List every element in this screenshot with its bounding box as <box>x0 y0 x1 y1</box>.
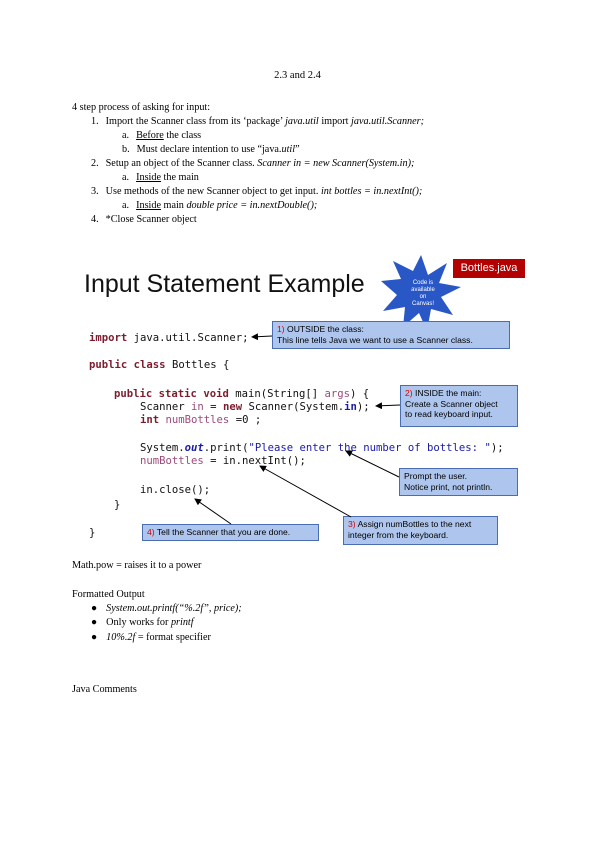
code-variable: numBottles <box>165 414 230 426</box>
code-text: Bottles { <box>165 359 230 371</box>
callout-line: integer from the keyboard. <box>348 529 449 540</box>
starburst-line: on <box>419 294 427 300</box>
starburst-line: Canvas! <box>411 301 434 307</box>
code-keyword: public <box>89 359 128 371</box>
step-3-number: 3. <box>91 186 99 197</box>
bullet-text: System.out.printf(“%.2f”, price); <box>106 603 242 614</box>
bullet-item <box>91 632 211 644</box>
formatted-output-heading: Formatted Output <box>72 589 145 600</box>
step-1a-number: a. <box>122 130 130 141</box>
java-comments-heading: Java Comments <box>72 684 137 695</box>
code-text: Scanner <box>140 401 192 413</box>
step-2a-number: a. <box>122 172 130 183</box>
code-text: = in.nextInt(); <box>203 455 306 467</box>
callout-line: to read keyboard input. <box>405 409 493 419</box>
arrow-to-close <box>195 499 231 524</box>
code-text: ); <box>490 442 504 454</box>
callout-number: 2) <box>405 388 413 398</box>
code-text: } <box>114 499 121 511</box>
step-1 <box>91 116 424 128</box>
step-1a-rest: the class <box>163 130 202 141</box>
step-3-code: int bottles = in.nextInt(); <box>320 186 423 197</box>
starburst-line: available <box>411 287 435 293</box>
code-variable: numBottles <box>140 455 204 467</box>
callout-arrows <box>76 255 531 549</box>
code-text: ); <box>356 401 370 413</box>
code-text: = <box>203 401 223 413</box>
bullet-icon: ● <box>91 617 98 628</box>
code-keyword: static <box>152 388 197 400</box>
step-2a-rest: the main <box>160 172 199 183</box>
code-keyword: int <box>140 414 160 426</box>
code-text: java.util.Scanner; <box>127 332 249 344</box>
step-3 <box>91 186 422 198</box>
arrow-to-import <box>252 336 272 337</box>
code-field: out <box>184 442 204 454</box>
callout-text: OUTSIDE the class: <box>284 324 364 334</box>
step-1b <box>122 144 300 156</box>
step-1-import-stmt: java.util.Scanner; <box>351 116 425 127</box>
bullet-item <box>91 617 194 629</box>
starburst-line: Code is <box>412 280 434 286</box>
code-text: Scanner(System. <box>242 401 345 413</box>
callout-text: Tell the Scanner that you are done. <box>154 527 291 537</box>
step-2-code: Scanner in = new Scanner(System.in); <box>257 158 415 169</box>
code-text: System. <box>140 442 185 454</box>
bullet-text-italic: 10%.2f <box>106 632 136 643</box>
math-pow-text: Math.pow = raises it to a power <box>72 560 202 571</box>
bullet-text-italic: printf <box>170 617 194 628</box>
code-text: ) { <box>350 388 370 400</box>
intro-text: 4 step process of asking for input: <box>72 102 211 113</box>
callout-number: 4) <box>147 527 155 537</box>
step-2-text: Setup an object of the Scanner class. <box>105 158 258 169</box>
bullet-item <box>91 603 242 615</box>
page-title: 2.3 and 2.4 <box>274 70 321 81</box>
step-2-number: 2. <box>91 158 99 169</box>
code-text: =0 ; <box>229 414 262 426</box>
file-badge: Bottles.java <box>453 259 525 278</box>
code-keyword: import <box>89 332 128 344</box>
callout-line: This line tells Java we want to use a Scanner class. <box>277 334 473 345</box>
callout-text: INSIDE the main: <box>412 388 482 398</box>
step-2a <box>122 172 199 184</box>
code-keyword: new <box>222 401 243 413</box>
step-3-text: Use methods of the new Scanner object to get input. <box>105 186 321 197</box>
step-1-import: import <box>318 116 352 127</box>
step-4-number: 4. <box>91 214 99 225</box>
step-4-text: *Close Scanner object <box>105 214 197 225</box>
step-1-package: java.util <box>285 116 319 127</box>
code-text: in.close(); <box>140 484 211 496</box>
step-1b-text: Must declare intention to use “java. <box>136 144 282 155</box>
code-keyword: void <box>196 388 229 400</box>
step-2 <box>91 158 414 170</box>
code-keyword: class <box>127 359 166 371</box>
code-keyword: public <box>114 388 153 400</box>
callout-text: Assign numBottles to the next <box>355 519 472 529</box>
callout-line: Notice print, not println. <box>404 481 493 492</box>
bullet-icon: ● <box>91 603 98 614</box>
step-4 <box>91 214 197 226</box>
step-1a <box>122 130 201 142</box>
code-string: "Please enter the number of bottles: " <box>248 442 491 454</box>
step-1-number: 1. <box>91 116 99 127</box>
step-1-text: Import the Scanner class from its ‘package’ <box>105 116 286 127</box>
bullet-text: Only works for <box>106 617 171 628</box>
callout-line: Prompt the user. <box>404 471 468 481</box>
step-3a <box>122 200 317 212</box>
callout-number: 3) <box>348 519 356 529</box>
arrow-to-nextint <box>260 466 351 517</box>
slide-title: Input Statement Example <box>84 270 365 298</box>
code-text: .print( <box>203 442 249 454</box>
step-3a-code: double price = in.nextDouble(); <box>186 200 318 211</box>
arrow-to-scanner <box>376 405 400 406</box>
step-3a-number: a. <box>122 200 130 211</box>
code-field: in <box>344 401 357 413</box>
step-1b-util: util <box>281 144 296 155</box>
callout-number: 1) <box>277 324 285 334</box>
bullet-text: = format specifier <box>135 632 211 643</box>
arrow-to-print <box>346 451 399 477</box>
code-variable: in <box>191 401 204 413</box>
code-text: main(String[] <box>228 388 325 400</box>
step-3a-underline: Inside <box>136 200 161 211</box>
step-2a-underline: Inside <box>136 172 161 183</box>
step-3a-main: main <box>160 200 187 211</box>
code-text: } <box>89 527 96 539</box>
bullet-icon: ● <box>91 632 98 643</box>
step-1b-close-quote: ” <box>295 144 300 155</box>
code-variable: args <box>324 388 351 400</box>
callout-line: Create a Scanner object <box>405 398 498 409</box>
step-1b-number: b. <box>122 144 130 155</box>
step-1a-underline: Before <box>136 130 164 141</box>
slide-image <box>76 255 531 549</box>
